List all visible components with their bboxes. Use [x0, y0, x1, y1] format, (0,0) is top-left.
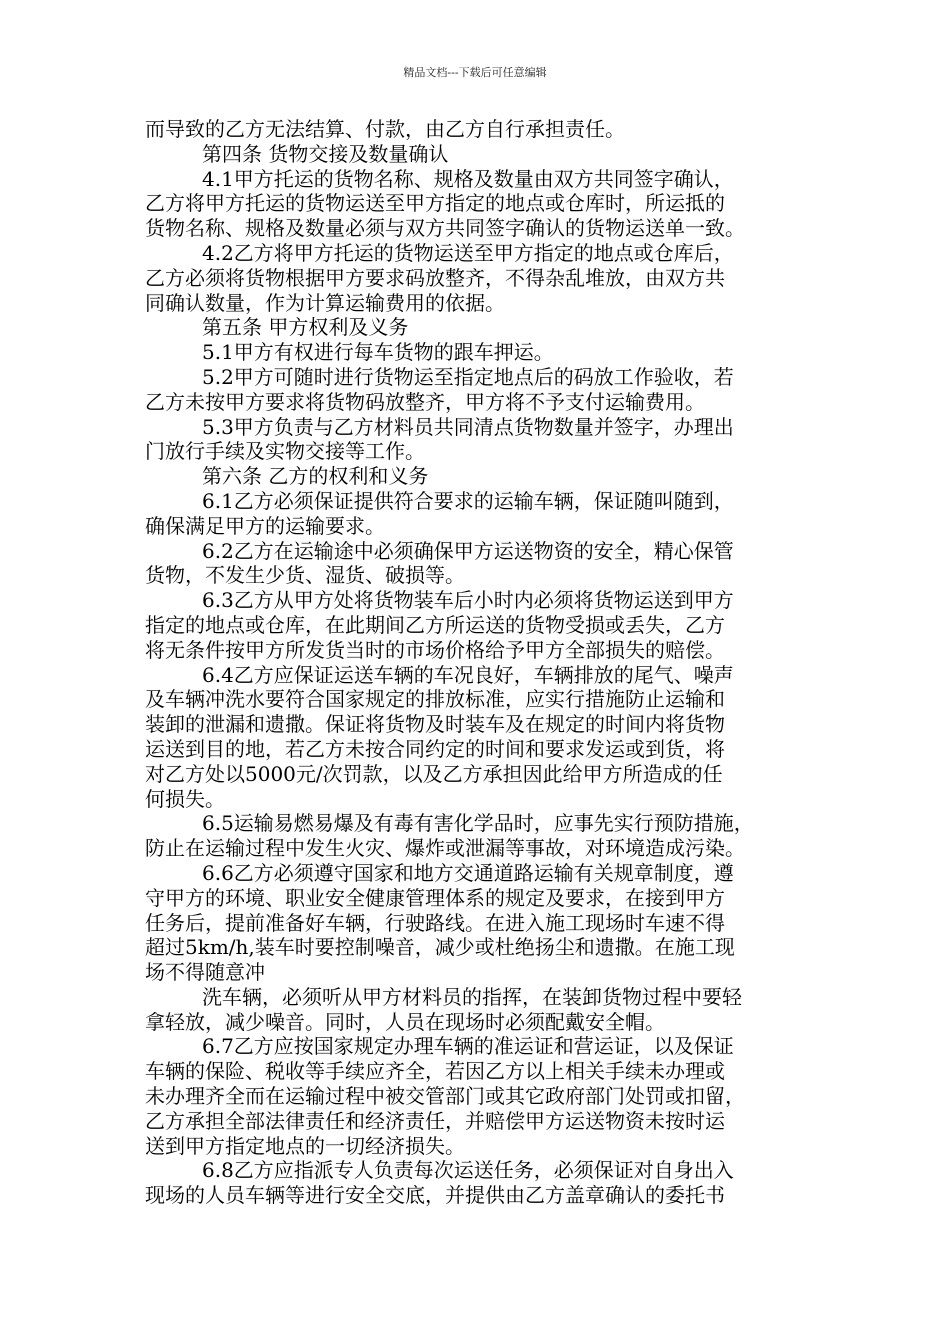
- text-line: 任务后，提前准备好车辆，行驶路线。在进入施工现场时车速不得: [145, 910, 725, 935]
- text-line: 乙方承担全部法律责任和经济责任，并赔偿甲方运送物资未按时运: [145, 1108, 725, 1133]
- text-line: 将无条件按甲方所发货当时的市场价格给予甲方全部损失的赔偿。: [145, 637, 725, 662]
- text-line: 6.1乙方必须保证提供符合要求的运输车辆，保证随叫随到，: [202, 488, 734, 513]
- text-line: 超过5km/h,装车时要控制噪音，减少或杜绝扬尘和遗撒。在施工现: [145, 935, 735, 960]
- text-line: 乙方必须将货物根据甲方要求码放整齐，不得杂乱堆放，由双方共: [145, 265, 725, 290]
- text-line: 货物，不发生少货、湿货、破损等。: [145, 563, 465, 588]
- text-line: 5.3甲方负责与乙方材料员共同清点货物数量并签字，办理出: [202, 414, 734, 439]
- text-line: 而导致的乙方无法结算、付款，由乙方自行承担责任。: [145, 117, 625, 141]
- text-line: 5.1甲方有权进行每车货物的跟车押运。: [202, 340, 554, 365]
- text-line: 运送到目的地，若乙方未按合同约定的时间和要求发运或到货，将: [145, 736, 725, 761]
- text-line: 6.7乙方应按国家规定办理车辆的准运证和营运证，以及保证: [202, 1034, 734, 1059]
- text-line: 场不得随意冲: [145, 960, 265, 985]
- text-line: 装卸的泄漏和遗撒。保证将货物及时装车及在规定的时间内将货物: [145, 712, 725, 737]
- text-line: 指定的地点或仓库，在此期间乙方所运送的货物受损或丢失，乙方: [145, 612, 725, 637]
- text-line: 未办理齐全而在运输过程中被交管部门或其它政府部门处罚或扣留，: [145, 1084, 745, 1109]
- text-line: 对乙方处以5000元/次罚款，以及乙方承担因此给甲方所造成的任: [145, 761, 723, 786]
- text-line: 现场的人员车辆等进行安全交底，并提供由乙方盖章确认的委托书: [145, 1183, 725, 1208]
- text-line: 守甲方的环境、职业安全健康管理体系的规定及要求，在接到甲方: [145, 885, 725, 910]
- text-line: 第六条 乙方的权利和义务: [202, 464, 429, 489]
- page-header: 精品文档---下载后可任意编辑: [403, 66, 547, 79]
- text-line: 确保满足甲方的运输要求。: [145, 513, 385, 538]
- text-line: 乙方将甲方托运的货物运送至甲方指定的地点或仓库时，所运抵的: [145, 191, 725, 216]
- text-line: 6.3乙方从甲方处将货物装车后小时内必须将货物运送到甲方: [202, 588, 734, 613]
- document-body: [145, 117, 825, 1208]
- text-line: 拿轻放，减少噪音。同时，人员在现场时必须配戴安全帽。: [145, 1009, 665, 1034]
- text-line: 6.6乙方必须遵守国家和地方交通道路运输有关规章制度，遵: [202, 860, 734, 885]
- text-line: 洗车辆，必须听从甲方材料员的指挥，在装卸货物过程中要轻: [202, 984, 742, 1009]
- text-line: 5.2甲方可随时进行货物运至指定地点后的码放工作验收，若: [202, 364, 734, 389]
- text-line: 第五条 甲方权利及义务: [202, 315, 409, 340]
- text-line: 乙方未按甲方要求将货物码放整齐，甲方将不予支付运输费用。: [145, 389, 705, 414]
- text-line: 防止在运输过程中发生火灾、爆炸或泄漏等事故，对环境造成污染。: [145, 836, 745, 861]
- text-line: 6.2乙方在运输途中必须确保甲方运送物资的安全，精心保管: [202, 538, 734, 563]
- text-line: 第四条 货物交接及数量确认: [202, 141, 449, 166]
- text-line: 6.4乙方应保证运送车辆的车况良好，车辆排放的尾气、噪声: [202, 662, 734, 687]
- text-line: 及车辆冲洗水要符合国家规定的排放标准，应实行措施防止运输和: [145, 687, 725, 712]
- text-line: 4.2乙方将甲方托运的货物运送至甲方指定的地点或仓库后，: [202, 240, 734, 265]
- text-line: 货物名称、规格及数量必须与双方共同签字确认的货物运送单一致。: [145, 216, 745, 241]
- text-line: 何损失。: [145, 786, 225, 811]
- text-line: 门放行手续及实物交接等工作。: [145, 439, 425, 464]
- text-line: 同确认数量，作为计算运输费用的依据。: [145, 290, 505, 315]
- text-line: 6.8乙方应指派专人负责每次运送任务，必须保证对自身出入: [202, 1158, 734, 1183]
- text-line: 送到甲方指定地点的一切经济损失。: [145, 1133, 465, 1158]
- text-line: 4.1甲方托运的货物名称、规格及数量由双方共同签字确认，: [202, 166, 734, 191]
- text-line: 6.5运输易燃易爆及有毒有害化学品时，应事先实行预防措施，: [202, 811, 754, 836]
- text-line: 车辆的保险、税收等手续应齐全，若因乙方以上相关手续未办理或: [145, 1059, 725, 1084]
